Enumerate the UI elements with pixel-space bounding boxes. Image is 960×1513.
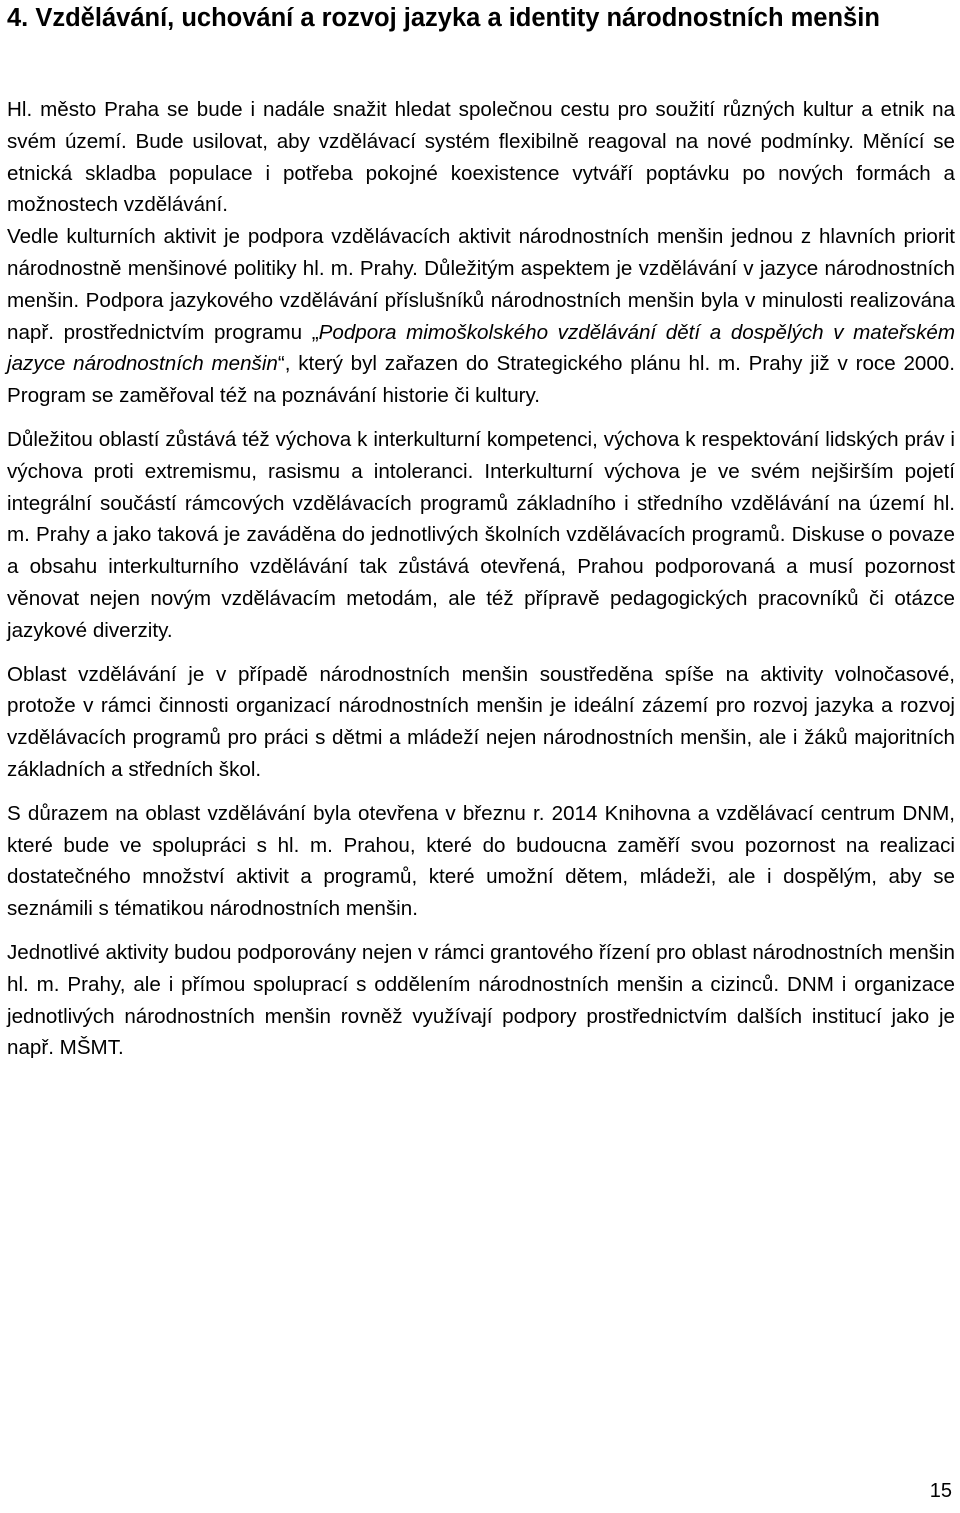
paragraph-library-centre: S důrazem na oblast vzdělávání byla otevřena v březnu r. 2014 Knihovna a vzdělávací centrum DNM, které bude ve spolupráci s hl. m. Prahou, které do budoucna zaměří svou pozornost na realizaci dostatečného množství aktivit a programů, které umožní dětem, mládeži, ale i dospělým, aby se seznámili s tématikou národnostních menšin. (7, 801, 955, 921)
paragraph-language-education (7, 221, 955, 412)
paragraph-text-after-program: “, který byl zařazen do Strategického plánu hl. m. Prahy již v roce 2000. Program se zaměřoval též na poznávání historie či kultury. (7, 352, 955, 408)
paragraph-text-before-program: Vedle kulturních aktivit je podpora vzdělávacích aktivit národnostních menšin jednou z hlavních priorit národnostně menšinové politiky hl. m. Prahy. Důležitým aspektem je vzdělávání v jazyce národnostních menšin. Podpora jazykového vzdělávání příslušníků národnostních menšin byla v minulosti realizována např. prostřednictvím programu „ (7, 225, 955, 344)
paragraph-intercultural-education: Důležitou oblastí zůstává též výchova k interkulturní kompetenci, výchova k respektování lidských práv i výchova proti extremismu, rasismu a intoleranci. Interkulturní výchova je ve svém nejširším pojetí integrální součástí rámcových vzdělávacích programů základního i středního vzdělávání na území hl. m. Prahy a jako taková je zaváděna do jednotlivých školních vzdělávacích programů. Diskuse o povaze a obsahu interkulturního vzdělávání tak zůstává otevřená, Prahou podporovaná a musí pozornost věnovat nejen novým vzdělávacím metodám, ale též přípravě pedagogických pracovníků či otázce jazykové diverzity. (7, 427, 955, 642)
paragraph-leisure-activities: Oblast vzdělávání je v případě národnostních menšin soustředěna spíše na aktivity volnočasové, protože v rámci činnosti organizací národnostních menšin je ideální zázemí pro rozvoj jazyka a rozvoj vzdělávacích programů pro práci s dětmi a mládeží nejen národnostních menšin, ale i žáků majoritních základních a středních škol. (7, 662, 955, 781)
paragraph-grant-support: Jednotlivé aktivity budou podporovány nejen v rámci grantového řízení pro oblast národnostních menšin hl. m. Prahy, ale i přímou spoluprací s oddělením národnostních menšin a cizinců. DNM i organizace jednotlivých národnostních menšin rovněž využívají podpory prostřednictvím dalších institucí jako je např. MŠMT. (7, 940, 955, 1060)
document-page (7, 0, 955, 1064)
section-heading: 4. Vzdělávání, uchování a rozvoj jazyka a identity národnostních menšin (7, 4, 880, 32)
program-name: Podpora mimoškolského vzdělávání dětí a dospělých v mateřském jazyce národnostních menšin (7, 320, 955, 376)
paragraph-intro: Hl. město Praha se bude i nadále snažit hledat společnou cestu pro soužití různých kultur a etnik na svém území. Bude usilovat, aby vzdělávací systém flexibilně reagoval na nové podmínky. Měnící se etnická skladba populace i potřeba pokojné koexistence vytváří poptávku po nových formách a možnostech vzdělávání. (7, 98, 955, 217)
page-number: 15 (929, 1480, 952, 1502)
